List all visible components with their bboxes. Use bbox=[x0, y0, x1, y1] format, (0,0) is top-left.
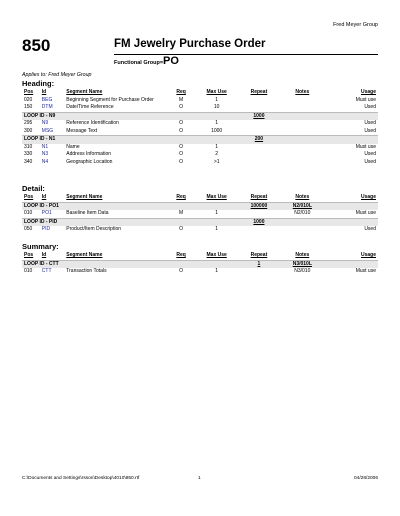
segment-usage: Used bbox=[364, 127, 376, 134]
company-name: Fred Meyer Group bbox=[333, 22, 378, 28]
segment-repeat bbox=[238, 210, 280, 218]
segment-id: PO1 bbox=[41, 210, 52, 216]
segment-id: CTT bbox=[41, 268, 52, 274]
column-header-row bbox=[22, 252, 378, 260]
segment-max: 1 bbox=[215, 143, 219, 150]
segment-notes bbox=[280, 120, 325, 128]
loop-repeat: 200 bbox=[238, 136, 280, 144]
column-header: Notes bbox=[295, 252, 310, 258]
column-header: Usage bbox=[360, 194, 376, 200]
loop-usage bbox=[325, 112, 378, 120]
segment-pos: 010 bbox=[24, 268, 33, 274]
segment-row bbox=[22, 268, 378, 276]
segment-id: N3 bbox=[41, 151, 49, 157]
segment-max: 1000 bbox=[211, 127, 223, 134]
segment-id: MSG bbox=[41, 127, 54, 134]
loop-label: LOOP ID - PID bbox=[22, 218, 238, 226]
column-header: Req bbox=[176, 89, 186, 95]
applies-to: Applies to: Fred Meyer Group bbox=[22, 72, 92, 78]
segment-row bbox=[22, 226, 378, 234]
column-header: Segment Name bbox=[66, 89, 103, 95]
segment-name: Message Text bbox=[66, 127, 98, 134]
segment-req: O bbox=[179, 143, 184, 150]
column-header-row bbox=[22, 194, 378, 202]
segment-notes: N2/010 bbox=[294, 210, 311, 216]
column-header: Req bbox=[176, 252, 186, 258]
column-header: Repeat bbox=[250, 89, 268, 95]
segment-pos: 300 bbox=[24, 127, 33, 134]
document-title: FM Jewelry Purchase Order bbox=[114, 38, 266, 50]
segment-id: DTM bbox=[41, 104, 53, 110]
loop-row bbox=[22, 260, 378, 268]
segment-id: BEG bbox=[41, 96, 53, 103]
segment-req: O bbox=[179, 268, 184, 274]
column-header: Pos bbox=[24, 194, 34, 200]
segment-id: N1 bbox=[41, 143, 49, 150]
column-header: Notes bbox=[295, 89, 310, 95]
segment-req: O bbox=[179, 151, 184, 157]
loop-repeat: 1 bbox=[238, 260, 280, 268]
segment-name: Name bbox=[66, 143, 80, 150]
footer-page-number: 1 bbox=[198, 476, 201, 481]
segment-pos: 340 bbox=[24, 158, 33, 165]
segment-name: Geographic Location bbox=[66, 158, 113, 165]
segment-notes bbox=[280, 97, 325, 105]
functional-group-code: PO bbox=[163, 55, 179, 67]
loop-repeat: 100000 bbox=[238, 202, 280, 210]
loop-label: LOOP ID - N9 bbox=[22, 112, 238, 120]
column-header: Id bbox=[41, 194, 47, 200]
segment-pos: 050 bbox=[24, 226, 33, 232]
segment-name: Transaction Totals bbox=[66, 268, 107, 274]
segment-notes bbox=[280, 226, 325, 234]
segment-max: 1 bbox=[215, 96, 219, 103]
segment-req: M bbox=[178, 96, 184, 103]
column-header: Segment Name bbox=[66, 252, 103, 258]
loop-usage bbox=[325, 260, 378, 268]
document-number: 850 bbox=[22, 36, 51, 55]
segment-usage: Used bbox=[364, 120, 376, 126]
segment-usage: Used bbox=[364, 104, 376, 110]
segment-repeat bbox=[238, 159, 280, 167]
column-header: Usage bbox=[360, 89, 376, 95]
loop-usage bbox=[325, 218, 378, 226]
segment-usage: Used bbox=[364, 158, 376, 165]
segment-max: 1 bbox=[215, 210, 219, 216]
heading-section-title: Heading: bbox=[22, 79, 55, 88]
segment-req: O bbox=[179, 127, 184, 134]
column-header: Notes bbox=[295, 194, 310, 200]
segment-id: PID bbox=[41, 226, 51, 232]
segment-max: 1 bbox=[215, 268, 219, 274]
segment-usage: Used bbox=[364, 151, 376, 157]
segment-name: Baseline Item Data bbox=[66, 210, 109, 216]
segment-name: Product/Item Description bbox=[66, 226, 122, 232]
column-header: Id bbox=[41, 252, 47, 258]
segment-repeat bbox=[238, 97, 280, 105]
segment-row bbox=[22, 151, 378, 159]
segment-name: Beginning Segment for Purchase Order bbox=[66, 96, 154, 103]
footer-date: 04/28/2006 bbox=[353, 476, 378, 481]
loop-row bbox=[22, 202, 378, 210]
column-header: Max Use bbox=[206, 89, 227, 95]
functional-group-label: Functional Group= bbox=[114, 60, 164, 66]
summary-table bbox=[22, 252, 378, 276]
segment-max: 1 bbox=[215, 226, 219, 232]
column-header: Pos bbox=[24, 89, 34, 95]
detail-section-title: Detail: bbox=[22, 184, 45, 193]
segment-pos: 010 bbox=[24, 210, 33, 216]
segment-row bbox=[22, 210, 378, 218]
column-header: Pos bbox=[24, 252, 34, 258]
segment-row bbox=[22, 159, 378, 167]
segment-req: O bbox=[179, 104, 184, 110]
detail-table bbox=[22, 194, 378, 234]
footer-file-path: C:\Documents and Settings\rsson\Desktop\4010\850.rtf bbox=[22, 476, 140, 481]
segment-usage: Must use bbox=[355, 210, 376, 216]
segment-name: Address Information bbox=[66, 151, 112, 157]
segment-notes bbox=[280, 151, 325, 159]
segment-pos: 020 bbox=[24, 96, 33, 103]
segment-max: 1 bbox=[215, 120, 219, 126]
segment-id: N9 bbox=[41, 120, 49, 126]
segment-name: Date/Time Reference bbox=[66, 104, 114, 110]
heading-table bbox=[22, 89, 378, 166]
loop-repeat: 1000 bbox=[238, 112, 280, 120]
segment-row bbox=[22, 144, 378, 152]
segment-usage: Must use bbox=[355, 268, 376, 274]
segment-row bbox=[22, 97, 378, 105]
column-header: Id bbox=[41, 89, 47, 95]
column-header: Req bbox=[176, 194, 186, 200]
segment-row bbox=[22, 120, 378, 128]
segment-req: M bbox=[178, 210, 184, 216]
column-header: Max Use bbox=[206, 194, 227, 200]
segment-req: O bbox=[179, 226, 184, 232]
loop-notes bbox=[280, 136, 325, 144]
segment-req: O bbox=[179, 158, 184, 165]
column-header: Repeat bbox=[250, 252, 268, 258]
segment-name: Reference Identification bbox=[66, 120, 119, 126]
segment-pos: 295 bbox=[24, 120, 33, 126]
segment-repeat bbox=[238, 268, 280, 276]
loop-label: LOOP ID - CTT bbox=[22, 260, 238, 268]
loop-repeat: 1000 bbox=[238, 218, 280, 226]
loop-usage bbox=[325, 202, 378, 210]
segment-usage: Must use bbox=[355, 96, 376, 103]
segment-pos: 330 bbox=[24, 151, 33, 157]
segment-row bbox=[22, 104, 378, 112]
segment-repeat bbox=[238, 144, 280, 152]
loop-notes: N2/010L bbox=[280, 202, 325, 210]
column-header-row bbox=[22, 89, 378, 97]
functional-group bbox=[114, 55, 179, 67]
column-header: Repeat bbox=[250, 194, 268, 200]
segment-row bbox=[22, 128, 378, 136]
column-header: Usage bbox=[360, 252, 376, 258]
segment-max: 2 bbox=[215, 151, 219, 157]
loop-notes bbox=[280, 112, 325, 120]
segment-usage: Used bbox=[364, 226, 376, 232]
loop-notes bbox=[280, 218, 325, 226]
segment-pos: 150 bbox=[24, 104, 33, 110]
segment-repeat bbox=[238, 226, 280, 234]
column-header: Max Use bbox=[206, 252, 227, 258]
segment-usage: Must use bbox=[355, 143, 376, 150]
loop-row bbox=[22, 112, 378, 120]
loop-notes: N3/010L bbox=[280, 260, 325, 268]
segment-repeat bbox=[238, 151, 280, 159]
segment-notes bbox=[280, 144, 325, 152]
loop-label: LOOP ID - PO1 bbox=[22, 202, 238, 210]
segment-req: O bbox=[179, 120, 184, 126]
segment-repeat bbox=[238, 104, 280, 112]
loop-label: LOOP ID - N1 bbox=[22, 136, 238, 144]
summary-section-title: Summary: bbox=[22, 242, 59, 251]
segment-max: >1 bbox=[213, 158, 220, 165]
segment-notes bbox=[280, 104, 325, 112]
segment-notes bbox=[280, 159, 325, 167]
segment-pos: 310 bbox=[24, 143, 33, 150]
segment-max: 10 bbox=[213, 104, 220, 110]
loop-usage bbox=[325, 136, 378, 144]
segment-repeat bbox=[238, 120, 280, 128]
segment-id: N4 bbox=[41, 158, 49, 165]
column-header: Segment Name bbox=[66, 194, 103, 200]
segment-notes: N3/010 bbox=[294, 268, 311, 274]
loop-row bbox=[22, 136, 378, 144]
loop-row bbox=[22, 218, 378, 226]
segment-notes bbox=[280, 128, 325, 136]
segment-repeat bbox=[238, 128, 280, 136]
